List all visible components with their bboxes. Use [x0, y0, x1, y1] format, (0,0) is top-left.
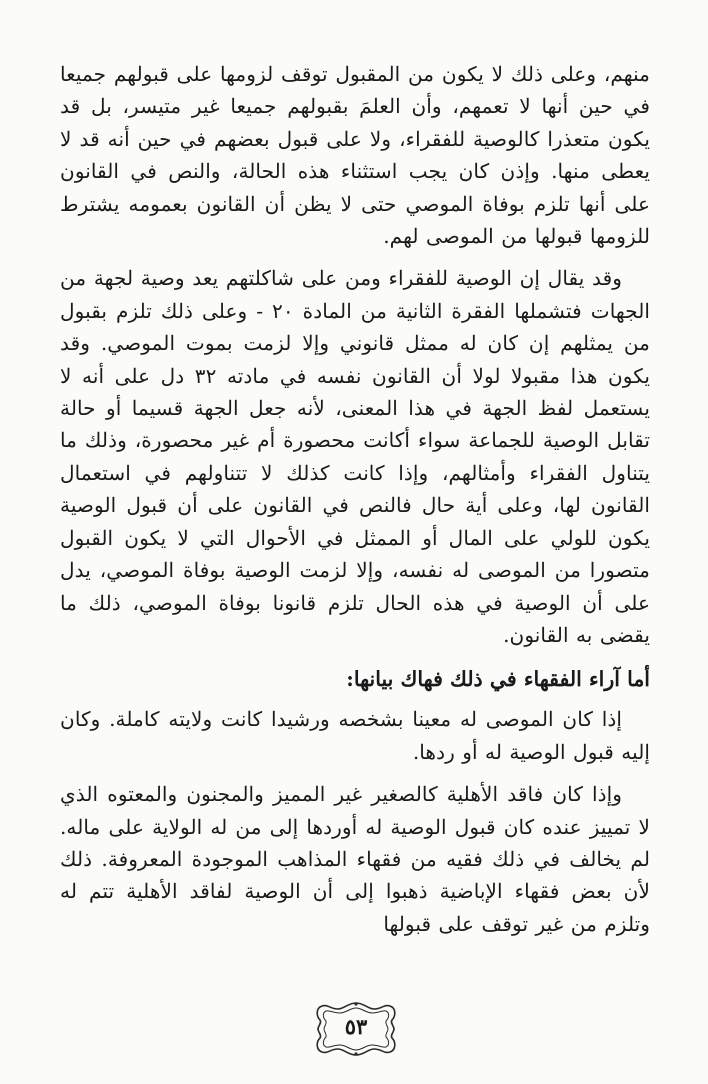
- paragraph-2: وقد يقال إن الوصية للفقراء ومن على شاكلتهم يعد وصية لجهة من الجهات فتشملها الفقرة الثانية من المادة ٢٠ - وعلى ذلك تلزم بقبول من يمثلهم إن كان له ممثل قانوني وإلا لزمت بموت الموصي. وقد يكون هذا مقبولا لولا أن القانون نفسه في مادته ٣٢ دل على أنه لا يستعمل لفظ الجهة في هذا المعنى، لأنه جعل الجهة قسيما أو حالة تقابل الوصية للجماعة سواء أكانت محصورة أم غير محصورة، وذلك ما يتناول الفقراء وأمثالهم، وإذا كانت كذلك لا تتناولهم في استعمال القانون لها، وعلى أية حال فالنص في القانون على أن قبول الوصية يكون للولي على المال أو الممثل في الأحوال التي لا يكون القبول متصورا من الموصى له نفسه، وإلا لزمت الوصية بوفاة الموصي، يدل على أن الوصية في هذه الحال تلزم قانونا بوفاة الموصي، ذلك ما يقضى به القانون.: [60, 266, 651, 647]
- paragraph-3: إذا كان الموصى له معينا بشخصه ورشيدا كانت ولايته كاملة. وكان إليه قبول الوصية له أو ردها.: [60, 707, 650, 764]
- section-heading: أما آراء الفقهاء في ذلك فهاك بيانها:: [346, 667, 650, 692]
- page-number: ٥٣: [344, 1014, 368, 1039]
- paragraph-4: وإذا كان فاقد الأهلية كالصغير غير المميز والمجنون والمعتوه الذي لا تمييز عنده كان قبول الوصية له أوردها إلى من له الولاية على ماله. لم يخالف في ذلك فقيه من فقهاء المذاهب الموجودة المعروفة. ذلك لأن بعض فقهاء الإباضية ذهبوا إلى أن الوصية لفاقد الأهلية تتم له وتلزم من غير توقف على قبولها: [60, 782, 650, 936]
- page-body: [60, 58, 650, 940]
- page-number-badge: [312, 1000, 400, 1058]
- paragraph-1: منهم، وعلى ذلك لا يكون من المقبول توقف لزومها على قبولهم جميعا في حين أنها لا تعمهم، وأن العلمَ بقبولهم جميعا غير متيسر، بل قد يكون متعذرا كالوصية للفقراء، ولا على قبول بعضهم في حين أنه قد لا يعطى منها. وإذن كان يجب استثناء هذه الحالة، والنص في القانون على أنها تلزم بوفاة الموصي حتى لا يظن أن القانون بعمومه يشترط للزومها قبولها من الموصى لهم.: [60, 62, 650, 249]
